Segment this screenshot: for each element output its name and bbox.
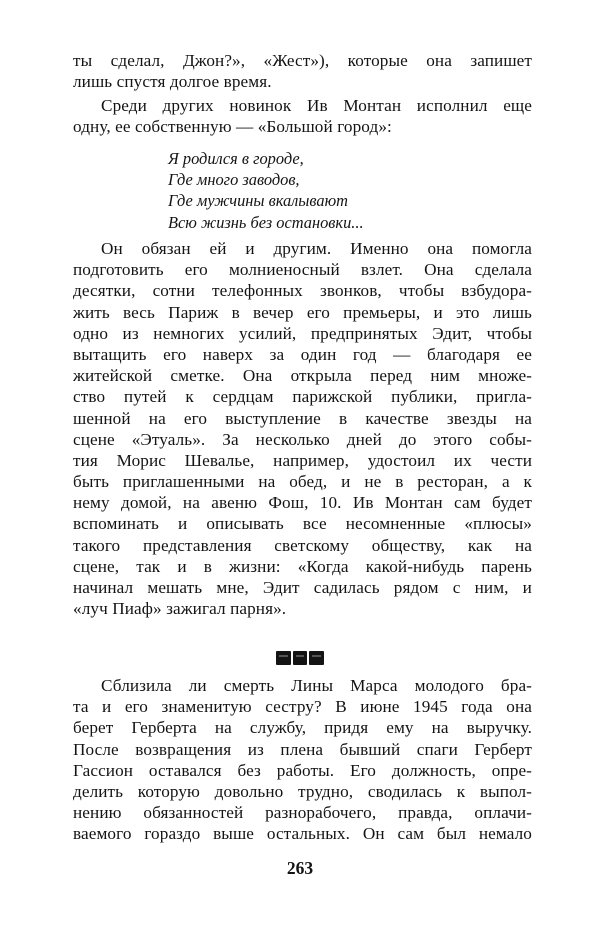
text-line: вытащить его наверх за один год — благодаря ее — [73, 344, 532, 364]
text-line: делить которую довольно трудно, сводилась к выпол- — [73, 781, 532, 801]
text-line: житейской сметке. Она открыла перед ним множе- — [73, 366, 532, 386]
text-line: Он обязан ей и другим. Именно она помогла — [101, 239, 532, 258]
text-line: десятки, сотни телефонных звонков, чтобы взбудора- — [73, 281, 532, 301]
text-line: такого представления светскому обществу, как на — [73, 535, 532, 555]
text-line: Среди других новинок Ив Монтан исполнил еще — [101, 96, 532, 115]
section-break-ornament — [276, 651, 324, 665]
text-line: начинал мешать мне, Эдит садилась рядом с ним, и — [73, 578, 532, 597]
ornament-square — [276, 651, 291, 665]
text-line: сцене, так и в жизни: «Когда какой-нибудь парень — [73, 556, 532, 576]
text-line: ваемого гораздо выше остальных. Он сам был немало — [73, 824, 532, 844]
poem-quote — [168, 148, 468, 233]
text-line: жить весь Париж в вечер его премьеры, и это лишь — [73, 302, 532, 322]
poem-line: Я родился в городе, — [168, 149, 304, 168]
paragraph-intro — [73, 95, 532, 137]
poem-line: Где мужчины вкалывают — [168, 191, 349, 211]
text-line: та и его знаменитую сестру? В июне 1945 года она — [73, 697, 532, 717]
text-line: нению обязанностей разнорабочего, правда, оплачи- — [73, 803, 532, 823]
ornament-square — [309, 651, 324, 665]
text-line: нему домой, на авеню Фош, 10. Ив Монтан сам будет — [73, 493, 532, 513]
text-line: быть приглашенными на обед, и не в ресторан, а к — [73, 472, 532, 492]
text-line: подготовить его молниеносный взлет. Она сделала — [73, 260, 532, 280]
text-line: лишь спустя долгое время. — [73, 72, 272, 92]
text-line: вспоминать и описывать все несомненные «плюсы» — [73, 514, 532, 534]
page-number: 263 — [286, 858, 314, 878]
text-line: Сблизила ли смерть Лины Марса молодого бра- — [101, 676, 532, 695]
text-line: шенной на его выступление в качестве звезды на — [73, 408, 532, 428]
ornament-square — [293, 651, 308, 665]
text-line: одну, ее собственную — «Большой город»: — [73, 117, 392, 137]
text-line: После возвращения из плена бывший спаги Герберт — [73, 739, 532, 759]
text-line: сцене «Этуаль». За несколько дней до этого собы- — [73, 429, 532, 449]
poem-line: Где много заводов, — [168, 170, 300, 190]
text-line: ты сделал, Джон?», «Жест»), которые она запишет — [73, 51, 532, 70]
text-line: ство путей к сердцам парижской публики, пригла- — [73, 387, 532, 407]
paragraph-continuation — [73, 50, 532, 92]
paragraph-after-break — [73, 675, 532, 845]
text-line: берет Герберта на службу, придя ему на выручку. — [73, 718, 532, 738]
text-line: Гассион оставался без работы. Его должность, опре- — [73, 760, 532, 780]
text-line: «луч Пиаф» зажигал парня». — [73, 599, 287, 619]
text-line: одно из немногих усилий, предпринятых Эдит, чтобы — [73, 323, 532, 343]
text-line: тия Морис Шевалье, например, удостоил их чести — [73, 450, 532, 470]
paragraph-main — [73, 238, 532, 619]
poem-line: Всю жизнь без остановки... — [168, 212, 364, 232]
